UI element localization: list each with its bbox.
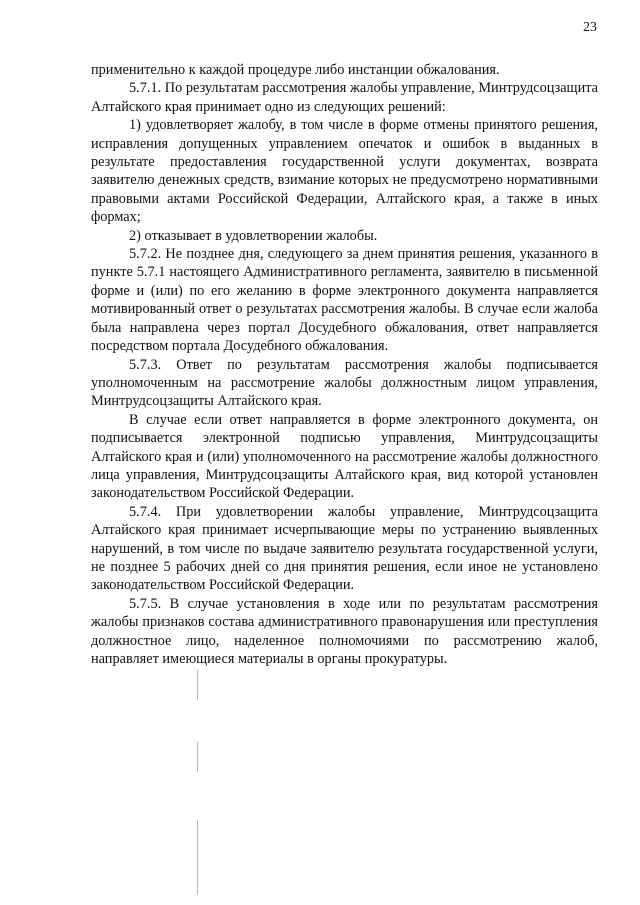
paragraph-5-7-5: 5.7.5. В случае установления в ходе или по результатам рассмотрения жалобы признаков состава административного правонарушения или преступления должностное лицо, наделенное полномочиями по рассмотрению жалоб, направляет имеющиеся материалы в органы прокуратуры.: [91, 595, 598, 667]
paragraph-5-7-1-item-2: 2) отказывает в удовлетворении жалобы.: [129, 227, 378, 244]
scan-artifact-line: [197, 742, 198, 772]
paragraph-5-7-1-item-1: 1) удовлетворяет жалобу, в том числе в форме отмены принятого решения, исправления допущенных управлением опечаток и ошибок в выданных в результате предоставления государственной услуги документах, возврата заявителю денежных средств, взимание которых не предусмотрено нормативными правовыми актами Российской Федерации, Алтайского края, а также в иных формах;: [91, 117, 598, 226]
scan-artifact-line: [197, 820, 198, 895]
paragraph-continuation: применительно к каждой процедуре либо инстанции обжалования.: [91, 62, 500, 78]
paragraph-5-7-3: 5.7.3. Ответ по результатам рассмотрения жалобы подписывается уполномоченным на рассмотрение жалобы должностным лицом управления, Минтрудсоцзащиты Алтайского края.: [91, 356, 598, 410]
page-number: 23: [583, 20, 597, 35]
paragraph-5-7-2: 5.7.2. Не позднее дня, следующего за днем принятия решения, указанного в пункте 5.7.1 настоящего Административного регламента, заявителю в письменной форме и (или) по его желанию в форме электронного документа направляется мотивированный ответ о результатах рассмотрения жалобы. В случае если жалоба была направлена через портал Досудебного обжалования, ответ направляется посредством портала Досудебного обжалования.: [91, 246, 598, 355]
document-body: [91, 61, 598, 668]
paragraph-5-7-1: 5.7.1. По результатам рассмотрения жалобы управление, Минтрудсоцзащита Алтайского края принимает одно из следующих решений:: [91, 80, 598, 115]
scan-artifact-line: [197, 670, 198, 700]
paragraph-electronic-answer: В случае если ответ направляется в форме электронного документа, он подписывается электронной подписью управления, Минтрудсоцзащиты Алтайского края и (или) уполномоченного на рассмотрение жалобы должностного лица управления, Минтрудсоцзащиты Алтайского края, вид которой установлен законодательством Российской Федерации.: [91, 411, 598, 502]
paragraph-5-7-4: 5.7.4. При удовлетворении жалобы управление, Минтрудсоцзащита Алтайского края принимает исчерпывающие меры по устранению выявленных нарушений, в том числе по выдаче заявителю результата государственной услуги, не позднее 5 рабочих дней со дня принятия решения, если иное не установлено законодательством Российской Федерации.: [91, 503, 598, 594]
